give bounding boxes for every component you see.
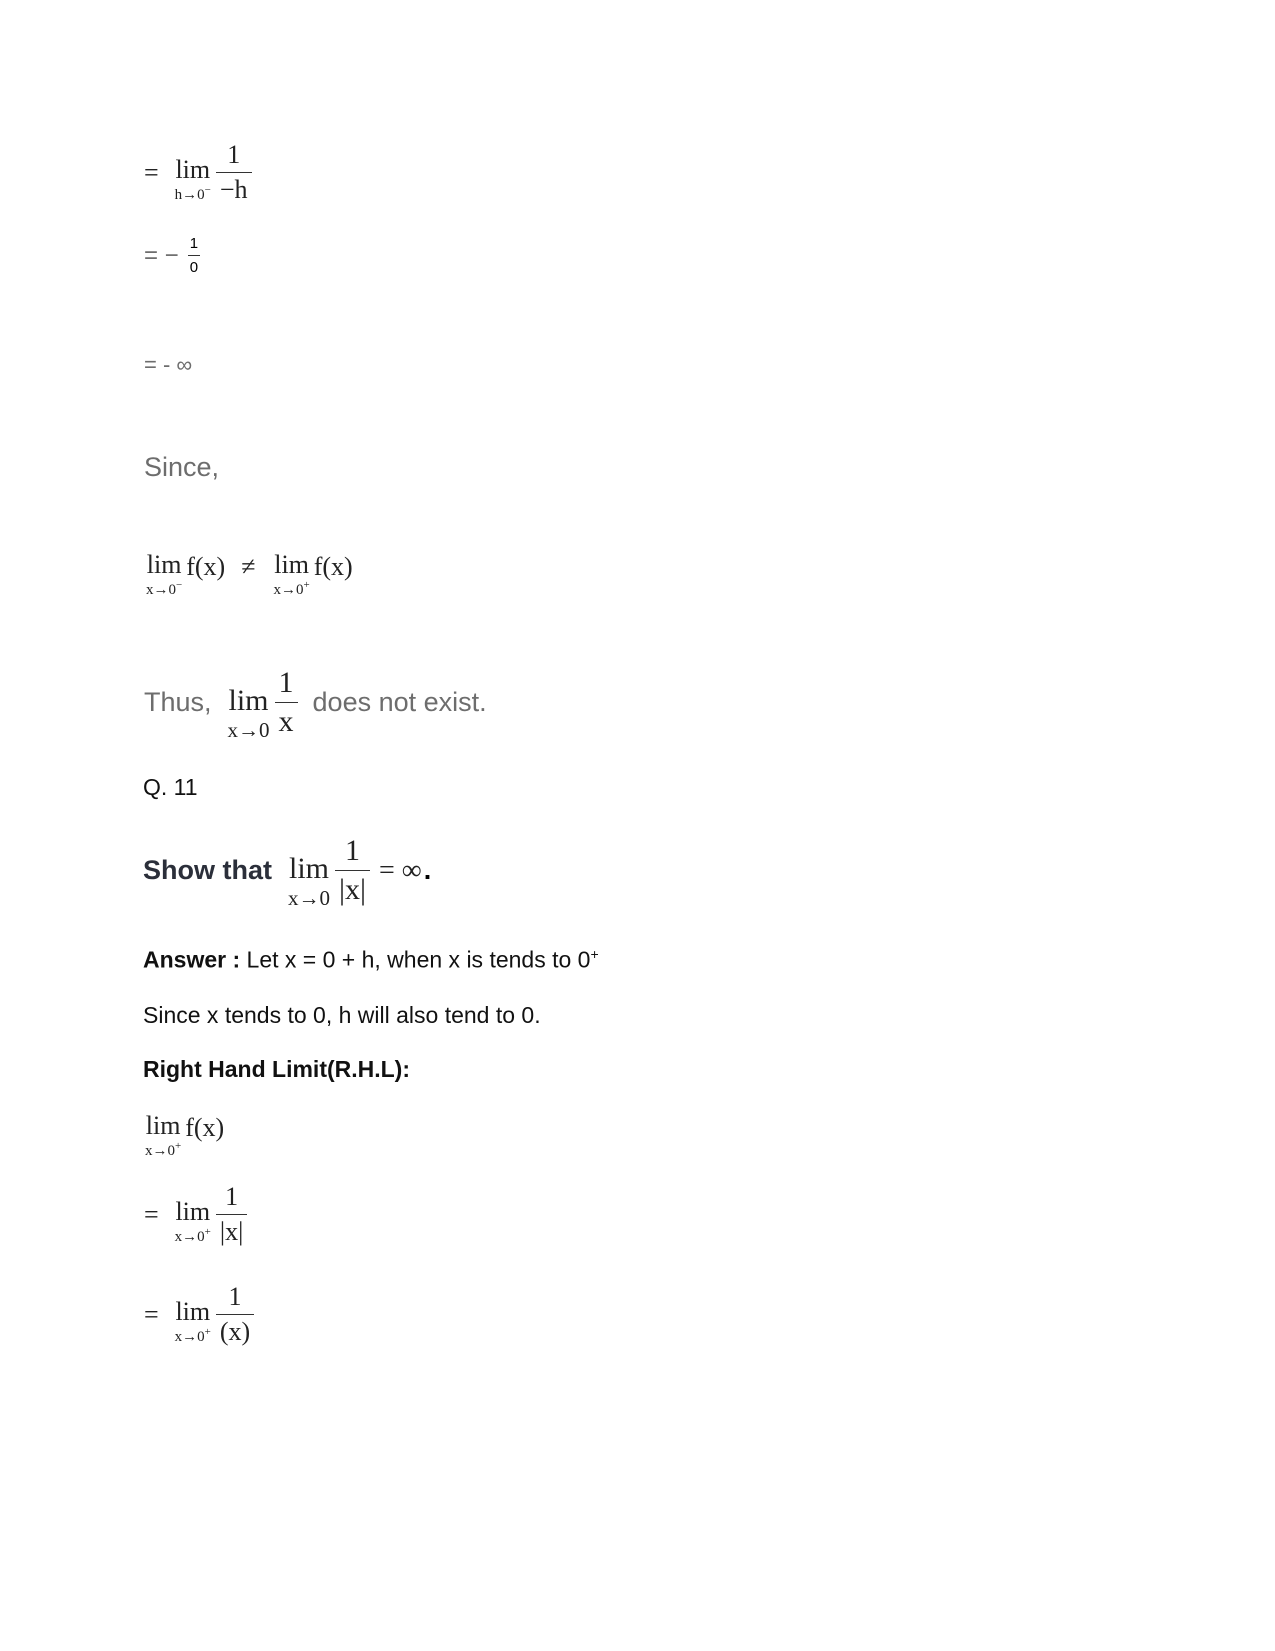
lim-text: lim: [228, 684, 269, 717]
answer-line: [143, 946, 599, 974]
lim-subscript: [175, 185, 211, 203]
equals-sign: =: [144, 157, 159, 187]
limit-operator: [228, 686, 270, 741]
function-f-x: f(x): [186, 552, 226, 581]
does-not-exist-text: does not exist.: [312, 687, 487, 717]
conclusion-line: [144, 664, 487, 741]
equals-minus: = −: [144, 241, 179, 269]
question-statement: [143, 832, 431, 909]
lim-text: lim: [145, 1111, 181, 1140]
numerator: 1: [189, 235, 199, 252]
lim-subscript: [145, 1141, 181, 1159]
period: .: [423, 855, 432, 885]
answer-sup: +: [590, 946, 599, 962]
answer-text: Let x = 0 + h, when x is tends to 0: [246, 946, 591, 973]
equation-line-1: [144, 142, 255, 203]
lim-subscript-sup: +: [204, 1225, 211, 1238]
limit-operator: [174, 1196, 211, 1245]
lim-subscript-text: x→0: [145, 1143, 175, 1159]
lim-subscript: [273, 580, 309, 598]
equation-line-3: = - ∞: [144, 352, 193, 377]
fraction: [216, 1284, 254, 1345]
lim-subscript-text: h→0: [174, 186, 205, 203]
lim-subscript: [175, 1327, 211, 1345]
rhl-line-1: [143, 1113, 224, 1159]
lim-subscript: x→0: [227, 718, 270, 742]
limit-operator: [174, 154, 211, 203]
rhl-line-2: [144, 1184, 250, 1245]
lim-text: lim: [175, 154, 211, 184]
lim-text: lim: [175, 1296, 211, 1326]
equals-sign: =: [144, 1199, 159, 1229]
lim-subscript-text: x→0: [146, 582, 176, 598]
fraction: [335, 836, 370, 905]
since-label: Since,: [144, 452, 220, 482]
denominator: |x|: [219, 1217, 244, 1246]
limit-operator: [288, 854, 330, 909]
lim-subscript-text: x→0: [273, 582, 304, 598]
lim-subscript: x→0: [288, 886, 330, 910]
rhl-line-3: [144, 1284, 257, 1345]
small-fraction: [188, 236, 200, 275]
thus-label: Thus,: [144, 687, 212, 717]
fraction: [275, 668, 298, 737]
lim-subscript-sup: −: [176, 579, 183, 591]
show-that-label: Show that: [143, 855, 272, 885]
denominator: −h: [219, 175, 248, 204]
lim-text: lim: [274, 550, 309, 579]
equals-sign: =: [144, 1299, 159, 1329]
lim-subscript-text: x→0: [174, 1228, 205, 1245]
question-number: Q. 11: [143, 774, 198, 800]
fraction: [216, 142, 252, 203]
right-limit: [273, 552, 309, 598]
lim-text: lim: [175, 1196, 211, 1226]
denominator: |x|: [339, 873, 367, 906]
denominator: (x): [219, 1317, 251, 1346]
lim-subscript-text: x→0: [174, 1328, 205, 1345]
lim-subscript: [146, 580, 182, 598]
numerator: 1: [227, 140, 241, 169]
denominator: x: [278, 705, 294, 738]
lim-subscript-sup: +: [303, 579, 310, 591]
equation-line-2: [144, 236, 203, 275]
equation-line-5: [144, 552, 353, 598]
not-equal-sign: ≠: [241, 552, 256, 581]
function-f-x: f(x): [185, 1113, 225, 1142]
rhl-heading: Right Hand Limit(R.H.L):: [143, 1056, 411, 1082]
numerator: 1: [228, 1282, 242, 1311]
denominator: 0: [189, 259, 199, 276]
left-limit: [146, 552, 182, 598]
limit-operator: [174, 1296, 211, 1345]
limit-operator: [145, 1113, 181, 1159]
answer-label: Answer :: [143, 946, 241, 973]
numerator: 1: [225, 1182, 239, 1211]
function-f-x: f(x): [313, 552, 353, 581]
lim-subscript: [175, 1227, 211, 1245]
lim-subscript-sup: −: [204, 183, 211, 196]
lim-text: lim: [288, 852, 329, 885]
lim-text: lim: [146, 550, 182, 579]
lim-subscript-sup: +: [175, 1140, 182, 1152]
lim-subscript-sup: +: [204, 1325, 211, 1338]
numerator: 1: [345, 834, 360, 867]
numerator: 1: [278, 666, 294, 699]
since-statement: Since x tends to 0, h will also tend to 0.: [143, 1002, 541, 1028]
equals-infinity: = ∞: [379, 854, 422, 886]
fraction: [216, 1184, 247, 1245]
